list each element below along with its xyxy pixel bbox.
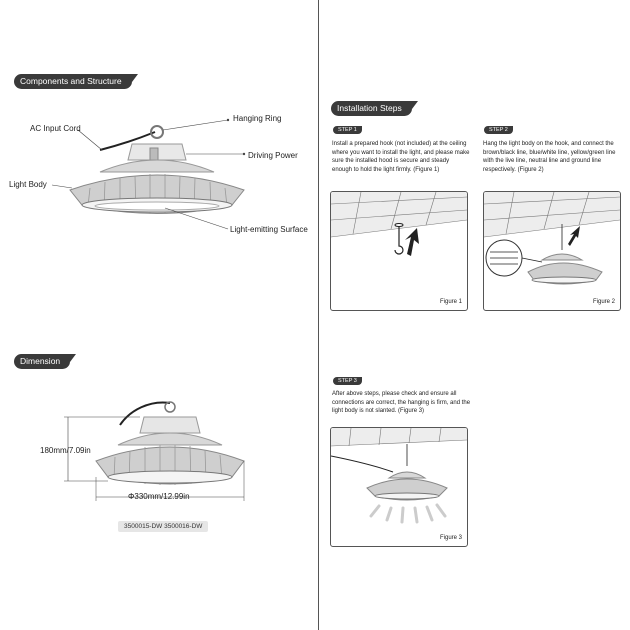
step-1-text: Install a prepared hook (not included) at the ceiling where you want to install the light, and please make sure the installed hood is secure and steady enough to hold the light firmly. (Figure 1) (332, 141, 470, 174)
diameter-dimension-label: Φ330mm/12.99in (128, 492, 190, 501)
height-dimension-label: 180mm/7.09in (40, 446, 91, 455)
step-2-text: Hang the light body on the hook, and connect the brown/black line, blue/white line, yellow/green line with the live line, neutral line and ground line respectively. (Figure 2) (483, 141, 616, 174)
page-divider (318, 0, 319, 630)
light-body-label: Light Body (9, 180, 47, 189)
light-emitting-surface-label: Light-emitting Surface (230, 225, 308, 234)
installation-section-title: Installation Steps (331, 101, 412, 116)
figure-2-caption: Figure 2 (592, 299, 615, 305)
model-numbers-tag: 3500015-DW 3500016-DW (118, 521, 208, 532)
ac-input-cord-label: AC Input Cord (30, 124, 81, 133)
hanging-ring-label: Hanging Ring (233, 114, 282, 123)
step-3-tag: STEP 3 (333, 377, 362, 385)
step-2-tag: STEP 2 (484, 126, 513, 134)
step-1-tag: STEP 1 (333, 126, 362, 134)
figure-1-illustration (331, 192, 467, 310)
figure-2-illustration (484, 192, 620, 310)
step-3-text: After above steps, please check and ensure all connections are correct, the hanging is firm, and the light body is not slanted. (Figure 3) (332, 391, 471, 415)
figure-1-caption: Figure 1 (439, 299, 462, 305)
figure-3-caption: Figure 3 (439, 535, 462, 541)
figure-2-box (483, 191, 621, 311)
figure-1-box (330, 191, 468, 311)
dimension-section-title: Dimension (14, 354, 70, 369)
driving-power-label: Driving Power (248, 151, 298, 160)
figure-3-box (330, 427, 468, 547)
components-section-title: Components and Structure (14, 74, 132, 89)
figure-3-illustration (331, 428, 467, 546)
